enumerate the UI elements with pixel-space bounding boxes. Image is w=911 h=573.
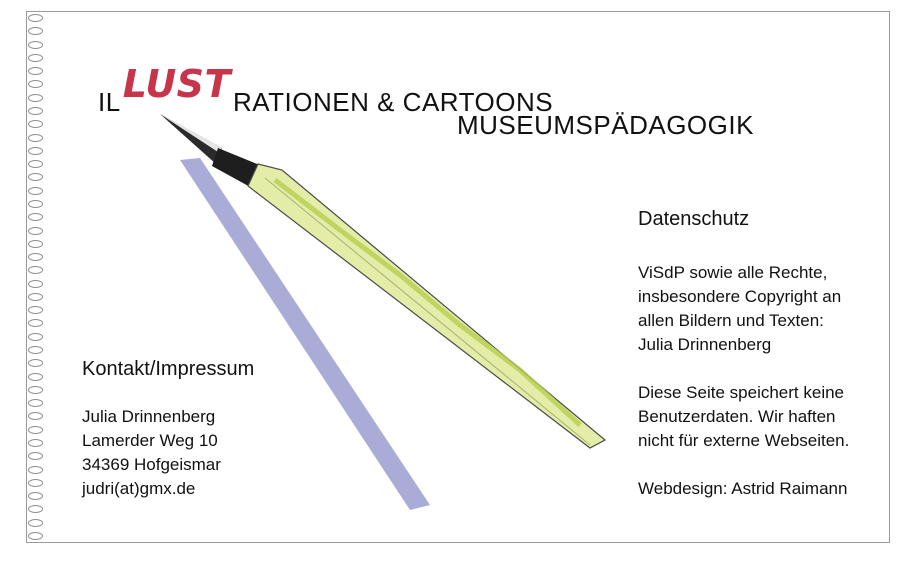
binding-ring: [28, 333, 43, 341]
contact-details: [82, 405, 221, 501]
privacy-text: [638, 261, 849, 501]
binding-ring: [28, 346, 43, 354]
rights-line: allen Bildern und Texten:: [638, 311, 824, 330]
binding-ring: [28, 14, 43, 22]
contact-heading: Kontakt/Impressum: [82, 358, 255, 380]
binding-ring: [28, 373, 43, 381]
rights-line: ViSdP sowie alle Rechte,: [638, 263, 828, 282]
binding-ring: [28, 213, 43, 221]
binding-ring: [28, 253, 43, 261]
binding-ring: [28, 200, 43, 208]
contact-email: judri(at)gmx.de: [82, 479, 196, 498]
binding-ring: [28, 266, 43, 274]
title-highlight: LUST: [122, 62, 231, 106]
webdesign-paragraph: [638, 477, 849, 501]
binding-ring: [28, 94, 43, 102]
binding-ring: [28, 27, 43, 35]
binding-ring: [28, 532, 43, 540]
rights-paragraph: [638, 261, 849, 357]
binding-ring: [28, 306, 43, 314]
binding-ring: [28, 187, 43, 195]
title-suffix: RATIONEN & CARTOONS: [232, 87, 554, 117]
binding-ring: [28, 359, 43, 367]
binding-ring: [28, 439, 43, 447]
binding-ring: [28, 492, 43, 500]
binding-ring: [28, 519, 43, 527]
binding-ring: [28, 505, 43, 513]
binding-ring: [28, 147, 43, 155]
binding-ring: [28, 240, 43, 248]
data-line: nicht für externe Webseiten.: [638, 431, 850, 450]
binding-ring: [28, 41, 43, 49]
data-line: Benutzerdaten. Wir haften: [638, 407, 836, 426]
binding-ring: [28, 319, 43, 327]
binding-ring: [28, 134, 43, 142]
binding-ring: [28, 107, 43, 115]
binding-ring: [28, 412, 43, 420]
rights-line: insbesondere Copyright an: [638, 287, 842, 306]
title-prefix: IL: [98, 87, 121, 117]
binding-ring: [28, 280, 43, 288]
data-paragraph: [638, 381, 849, 453]
data-line: Diese Seite speichert keine: [638, 383, 845, 402]
binding-ring: [28, 67, 43, 75]
contact-city: 34369 Hofgeismar: [82, 455, 221, 474]
binding-ring: [28, 399, 43, 407]
binding-ring: [28, 173, 43, 181]
site-subtitle: MUSEUMSPÄDAGOGIK: [457, 110, 754, 140]
rights-line: Julia Drinnenberg: [638, 335, 772, 354]
binding-ring: [28, 479, 43, 487]
binding-ring: [28, 386, 43, 394]
binding-ring: [28, 120, 43, 128]
binding-ring: [28, 227, 43, 235]
binding-ring: [28, 54, 43, 62]
binding-ring: [28, 466, 43, 474]
binding-ring: [28, 452, 43, 460]
webdesign-line: Webdesign: Astrid Raimann: [638, 479, 848, 498]
privacy-heading: Datenschutz: [638, 208, 750, 230]
spiral-binding-icon: [28, 14, 52, 540]
contact-street: Lamerder Weg 10: [82, 431, 218, 450]
binding-ring: [28, 426, 43, 434]
binding-ring: [28, 160, 43, 168]
contact-name: Julia Drinnenberg: [82, 407, 216, 426]
binding-ring: [28, 293, 43, 301]
binding-ring: [28, 80, 43, 88]
